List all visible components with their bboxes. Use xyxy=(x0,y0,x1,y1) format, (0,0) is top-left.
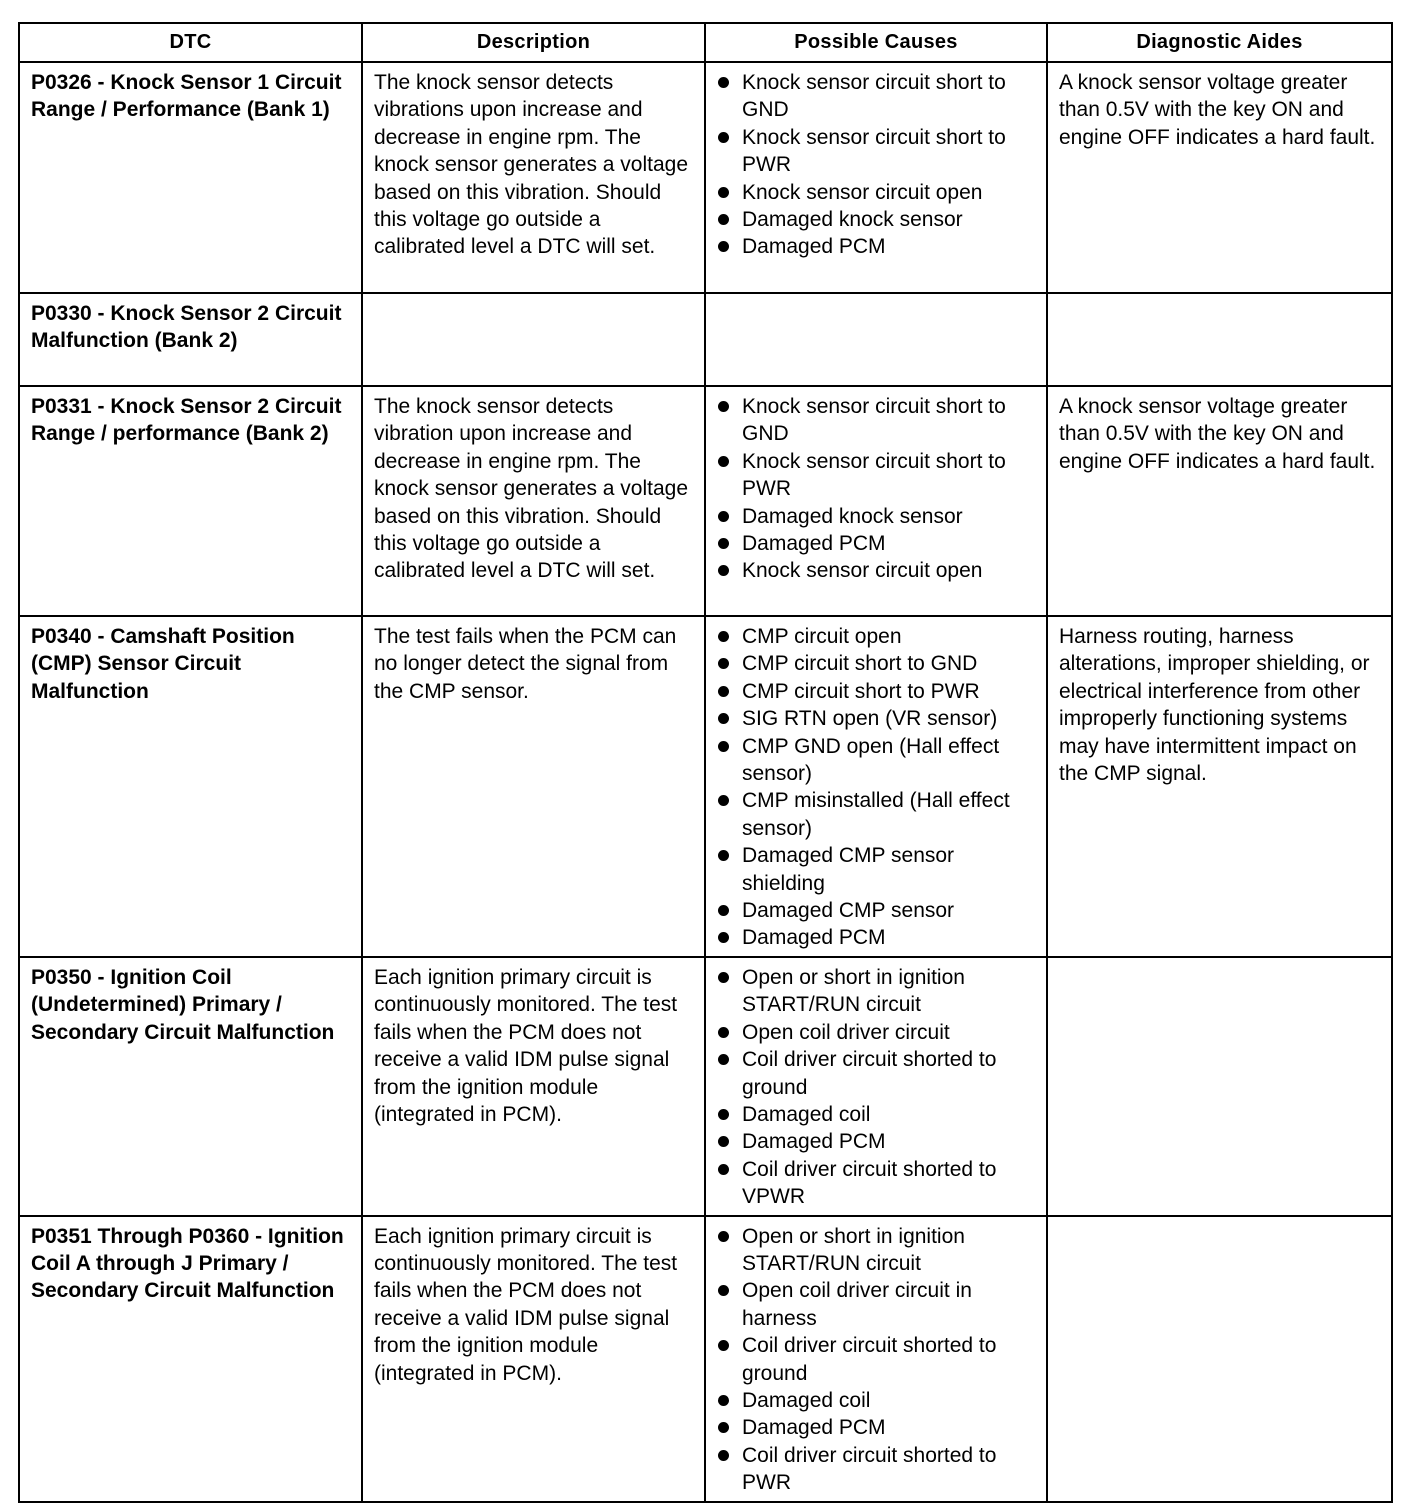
cause-item xyxy=(718,503,1040,530)
bullet-icon xyxy=(718,741,729,752)
cause-item xyxy=(718,1442,1040,1497)
cause-item xyxy=(718,557,1040,584)
cause-text: Damaged knock sensor xyxy=(742,208,963,232)
cause-item xyxy=(718,1101,1040,1128)
diagnostic-aides-cell xyxy=(1047,616,1392,957)
cause-item xyxy=(718,678,1040,705)
diagnostic-aides-cell xyxy=(1047,386,1392,616)
cause-item xyxy=(718,124,1040,179)
cause-text: Coil driver circuit shorted to ground xyxy=(742,1048,997,1099)
causes-list xyxy=(706,617,1046,956)
cause-text: Damaged PCM xyxy=(742,1416,886,1440)
bullet-icon xyxy=(718,1054,729,1065)
dtc-code: P0330 - Knock Sensor 2 Circuit Malfunction (Bank 2) xyxy=(31,302,342,353)
cause-text: Damaged PCM xyxy=(742,1130,886,1154)
bullet-icon xyxy=(718,658,729,669)
description-cell xyxy=(362,616,705,957)
header-description: Description xyxy=(362,23,705,62)
cause-item xyxy=(718,233,1040,260)
cause-item xyxy=(718,448,1040,503)
cause-text: Damaged PCM xyxy=(742,532,886,556)
description-text: Each ignition primary circuit is continuously monitored. The test fails when the PCM does not receive a valid IDM pulse signal from the ignition module (integrated in PCM). xyxy=(374,965,678,1126)
header-diagnostic-aides: Diagnostic Aides xyxy=(1047,23,1392,62)
cause-text: Knock sensor circuit short to GND xyxy=(742,71,1006,122)
cause-item xyxy=(718,705,1040,732)
cause-text: Damaged knock sensor xyxy=(742,504,963,528)
bullet-icon xyxy=(718,1395,729,1406)
cause-item xyxy=(718,1223,1040,1278)
description-cell xyxy=(362,1216,705,1502)
cause-item xyxy=(718,733,1040,788)
cause-text: CMP GND open (Hall effect sensor) xyxy=(742,734,1000,786)
bullet-icon xyxy=(718,1109,729,1120)
bullet-icon xyxy=(718,456,729,467)
cause-item xyxy=(718,1156,1040,1211)
description-cell xyxy=(362,957,705,1216)
causes-list xyxy=(706,63,1046,265)
cause-item xyxy=(718,1332,1040,1387)
bullet-icon xyxy=(718,1450,729,1461)
cause-text: Damaged PCM xyxy=(742,235,886,259)
cause-text: Coil driver circuit shorted to PWR xyxy=(742,1443,997,1495)
aides-text: Harness routing, harness alterations, improper shielding, or electrical interference from other improperly functioning systems may have intermittent impact on the CMP signal. xyxy=(1059,625,1370,786)
cause-item xyxy=(718,1046,1040,1101)
aides-text: A knock sensor voltage greater than 0.5V with the key ON and engine OFF indicates a hard fault. xyxy=(1059,395,1376,473)
description-cell xyxy=(362,293,705,386)
table-row xyxy=(19,62,1392,293)
cause-text: SIG RTN open (VR sensor) xyxy=(742,707,998,731)
table-row xyxy=(19,293,1392,386)
diagnostic-aides-cell xyxy=(1047,293,1392,386)
bullet-icon xyxy=(718,795,729,806)
bullet-icon xyxy=(718,538,729,549)
bullet-icon xyxy=(718,1340,729,1351)
cause-text: Open or short in ignition START/RUN circuit xyxy=(742,965,965,1017)
possible-causes-cell xyxy=(705,386,1047,616)
table-row xyxy=(19,616,1392,957)
bullet-icon xyxy=(718,214,729,225)
cause-item xyxy=(718,842,1040,897)
table-row xyxy=(19,1216,1392,1502)
bullet-icon xyxy=(718,631,729,642)
cause-item xyxy=(718,1128,1040,1155)
aides-text xyxy=(1048,1217,1391,1227)
cause-text: Knock sensor circuit short to PWR xyxy=(742,125,1006,177)
dtc-code: P0326 - Knock Sensor 1 Circuit Range / Performance (Bank 1) xyxy=(31,71,342,122)
cause-text: CMP misinstalled (Hall effect sensor) xyxy=(742,789,1010,840)
bullet-icon xyxy=(718,1285,729,1296)
cause-item xyxy=(718,530,1040,557)
table-row xyxy=(19,386,1392,616)
dtc-table xyxy=(18,22,1393,1503)
cause-text: Damaged coil xyxy=(742,1102,871,1126)
bullet-icon xyxy=(718,511,729,522)
description-text: The test fails when the PCM can no longer detect the signal from the CMP sensor. xyxy=(374,625,677,703)
bullet-icon xyxy=(718,565,729,576)
dtc-code-cell xyxy=(19,62,362,293)
cause-text: CMP circuit short to GND xyxy=(742,652,978,676)
cause-text: Damaged CMP sensor shielding xyxy=(742,844,955,895)
dtc-code-cell xyxy=(19,293,362,386)
cause-item xyxy=(718,623,1040,650)
cause-item xyxy=(718,1414,1040,1441)
dtc-code: P0351 Through P0360 - Ignition Coil A through J Primary / Secondary Circuit Malfunction xyxy=(31,1224,344,1303)
cause-text: Knock sensor circuit short to GND xyxy=(742,395,1006,446)
cause-text: Damaged CMP sensor xyxy=(742,899,955,923)
bullet-icon xyxy=(718,713,729,724)
dtc-code: P0331 - Knock Sensor 2 Circuit Range / performance (Bank 2) xyxy=(31,395,342,446)
bullet-icon xyxy=(718,241,729,252)
description-text: The knock sensor detects vibrations upon increase and decrease in engine rpm. The knock sensor generates a voltage based on this vibration. Should this voltage go outside a calibrated level a DTC will set. xyxy=(374,71,689,259)
cause-text: Damaged coil xyxy=(742,1388,871,1412)
cause-text: Knock sensor circuit open xyxy=(742,180,983,204)
dtc-code-cell xyxy=(19,616,362,957)
description-text: The knock sensor detects vibration upon increase and decrease in engine rpm. The knock sensor generates a voltage based on this vibration. Should this voltage go outside a calibrated level a DTC will set. xyxy=(374,395,689,583)
bullet-icon xyxy=(718,850,729,861)
cause-item xyxy=(718,69,1040,124)
diagnostic-aides-cell xyxy=(1047,957,1392,1216)
dtc-code: P0350 - Ignition Coil (Undetermined) Primary / Secondary Circuit Malfunction xyxy=(31,965,335,1044)
bullet-icon xyxy=(718,1422,729,1433)
cause-item xyxy=(718,206,1040,233)
cause-item xyxy=(718,897,1040,924)
cause-item xyxy=(718,650,1040,677)
bullet-icon xyxy=(718,187,729,198)
cause-item xyxy=(718,924,1040,951)
causes-list xyxy=(706,387,1046,589)
aides-text xyxy=(1048,294,1391,304)
dtc-code: P0340 - Camshaft Position (CMP) Sensor Circuit Malfunction xyxy=(31,625,295,703)
possible-causes-cell xyxy=(705,293,1047,386)
cause-text: Knock sensor circuit open xyxy=(742,559,983,583)
bullet-icon xyxy=(718,132,729,143)
description-cell xyxy=(362,386,705,616)
possible-causes-cell xyxy=(705,1216,1047,1502)
cause-item xyxy=(718,1277,1040,1332)
dtc-code-cell xyxy=(19,957,362,1216)
aides-text xyxy=(1048,958,1391,968)
header-possible-causes: Possible Causes xyxy=(705,23,1047,62)
description-text: Each ignition primary circuit is continuously monitored. The test fails when the PCM does not receive a valid IDM pulse signal from the ignition module (integrated in PCM). xyxy=(374,1224,678,1385)
cause-item xyxy=(718,1019,1040,1046)
description-cell xyxy=(362,62,705,293)
cause-item xyxy=(718,787,1040,842)
cause-text: Open or short in ignition START/RUN circuit xyxy=(742,1224,965,1275)
causes-list xyxy=(706,958,1046,1215)
bullet-icon xyxy=(718,686,729,697)
bullet-icon xyxy=(718,1027,729,1038)
cause-text: Damaged PCM xyxy=(742,926,886,950)
possible-causes-cell xyxy=(705,62,1047,293)
description-text xyxy=(363,294,704,304)
cause-text: Open coil driver circuit xyxy=(742,1020,950,1044)
aides-text: A knock sensor voltage greater than 0.5V with the key ON and engine OFF indicates a hard fault. xyxy=(1059,71,1376,149)
cause-item xyxy=(718,964,1040,1019)
cause-item xyxy=(718,1387,1040,1414)
bullet-icon xyxy=(718,972,729,983)
cause-item xyxy=(718,393,1040,448)
dtc-code-cell xyxy=(19,1216,362,1502)
bullet-icon xyxy=(718,905,729,916)
table-row xyxy=(19,957,1392,1216)
cause-text: CMP circuit open xyxy=(742,625,902,648)
dtc-code-cell xyxy=(19,386,362,616)
causes-list xyxy=(706,1217,1046,1501)
cause-text: Coil driver circuit shorted to VPWR xyxy=(742,1157,997,1209)
bullet-icon xyxy=(718,1231,729,1242)
possible-causes-cell xyxy=(705,957,1047,1216)
bullet-icon xyxy=(718,1136,729,1147)
cause-text: Coil driver circuit shorted to ground xyxy=(742,1334,997,1385)
bullet-icon xyxy=(718,1164,729,1175)
diagnostic-aides-cell xyxy=(1047,1216,1392,1502)
bullet-icon xyxy=(718,932,729,943)
bullet-icon xyxy=(718,77,729,88)
possible-causes-cell xyxy=(705,616,1047,957)
bullet-icon xyxy=(718,401,729,412)
diagnostic-aides-cell xyxy=(1047,62,1392,293)
header-row xyxy=(19,23,1392,62)
cause-text: Knock sensor circuit short to PWR xyxy=(742,449,1006,501)
cause-item xyxy=(718,179,1040,206)
cause-text: CMP circuit short to PWR xyxy=(742,679,980,703)
cause-text: Open coil driver circuit in harness xyxy=(742,1279,972,1330)
header-dtc: DTC xyxy=(19,23,362,62)
